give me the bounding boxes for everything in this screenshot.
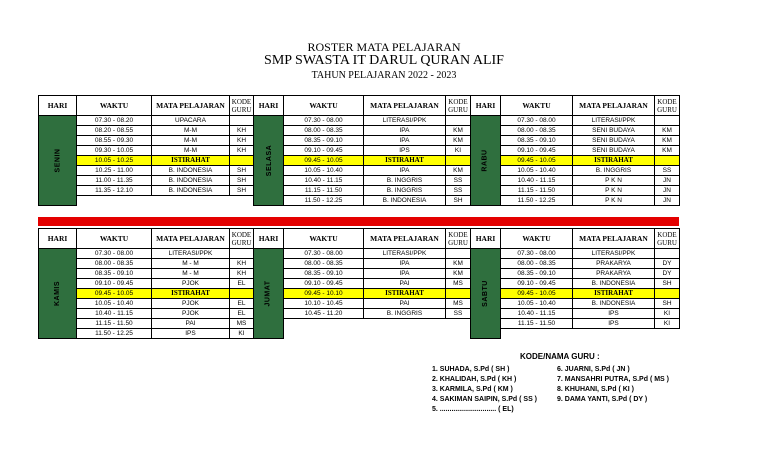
teacher-code-cell: SH (446, 196, 471, 206)
subject-cell: P K N (573, 196, 655, 206)
teacher-code-cell: SH (230, 186, 254, 196)
teacher-code-cell (655, 289, 680, 299)
time-cell: 09.45 - 10.05 (284, 156, 364, 166)
teacher-code-cell (655, 116, 680, 126)
subject-cell: PRAKARYA (573, 259, 655, 269)
subject-cell: SENI BUDAYA (573, 126, 655, 136)
subject-cell: B. INDONESIA (152, 186, 230, 196)
table-row (39, 289, 680, 299)
subject-cell: IPS (364, 146, 446, 156)
teacher-code-cell: MS (446, 279, 471, 289)
teacher-code-cell: DY (655, 269, 680, 279)
subject-cell (152, 196, 230, 206)
time-cell: 10.40 - 11.15 (501, 309, 573, 319)
time-cell: 09.10 - 09.45 (284, 279, 364, 289)
istirahat-cell: ISTIRAHAT (152, 289, 230, 299)
day-label-selasa (254, 116, 284, 206)
subject-cell: M - M (152, 259, 230, 269)
subject-cell: LITERASI/PPK (573, 116, 655, 126)
col-header-mapel: MATA PELAJARAN (364, 96, 446, 116)
col-header-hari: HARI (471, 96, 501, 116)
time-cell: 11.50 - 12.25 (77, 329, 152, 339)
table-row (39, 329, 680, 339)
teacher-code-item: 2. KHALIDAH, S.Pd ( KH ) (432, 376, 517, 383)
teacher-code-cell: KH (230, 146, 254, 156)
subject-cell: B. INDONESIA (573, 299, 655, 309)
subject-cell: B. INGGRIS (364, 186, 446, 196)
day-label-jumat (254, 249, 284, 339)
day-name: JUMAT (265, 280, 272, 307)
time-cell: 08.35 - 09.10 (501, 136, 573, 146)
teacher-code-cell: JN (655, 176, 680, 186)
subject-cell (573, 329, 655, 339)
table-row (39, 126, 680, 136)
teacher-code-item: 1. SUHADA, S.Pd ( SH ) (432, 366, 510, 373)
teacher-code-cell: JN (655, 196, 680, 206)
teacher-code-item: 8. KHUHANI, S.Pd ( KI ) (557, 386, 635, 393)
teacher-code-cell (230, 156, 254, 166)
time-cell: 10.05 - 10.40 (77, 299, 152, 309)
subject-cell: M-M (152, 126, 230, 136)
table-row (39, 146, 680, 156)
teacher-code-cell: SH (230, 166, 254, 176)
teacher-code-cell (655, 249, 680, 259)
subject-cell: PAI (364, 279, 446, 289)
col-header-kode: KODE GURU (446, 96, 471, 116)
time-cell: 08.35 - 09.10 (77, 269, 152, 279)
teacher-code-cell: KM (446, 136, 471, 146)
istirahat-cell: ISTIRAHAT (364, 156, 446, 166)
table-row (39, 319, 680, 329)
subject-cell: SENI BUDAYA (573, 136, 655, 146)
col-header-hari: HARI (254, 229, 284, 249)
teacher-code-cell: SS (446, 176, 471, 186)
time-cell: 09.45 - 10.10 (284, 289, 364, 299)
subject-cell: UPACARA (152, 116, 230, 126)
time-cell: 09.10 - 09.45 (284, 146, 364, 156)
teacher-code-list-right (557, 365, 669, 405)
time-cell: 10.40 - 11.15 (77, 309, 152, 319)
time-cell: 11.15 - 11.50 (77, 319, 152, 329)
time-cell: 09.10 - 09.45 (77, 279, 152, 289)
subject-cell (364, 329, 446, 339)
teacher-code-cell (446, 116, 471, 126)
table-row (39, 299, 680, 309)
teacher-code-cell: EL (230, 299, 254, 309)
time-cell: 11.50 - 12.25 (501, 196, 573, 206)
time-cell: 09.30 - 10.05 (77, 146, 152, 156)
col-header-kode: KODE GURU (230, 229, 254, 249)
col-header-waktu: WAKTU (501, 229, 573, 249)
teacher-code-cell: JN (655, 186, 680, 196)
teacher-code-cell (446, 156, 471, 166)
day-label-rabu (471, 116, 501, 206)
time-cell: 11.35 - 12.10 (77, 186, 152, 196)
time-cell: 07.30 - 08.00 (501, 249, 573, 259)
subject-cell: P K N (573, 186, 655, 196)
time-cell (501, 329, 573, 339)
teacher-code-cell (230, 116, 254, 126)
table-row (39, 259, 680, 269)
teacher-code-cell: KI (655, 309, 680, 319)
teacher-code-cell (446, 289, 471, 299)
teacher-code-cell (230, 289, 254, 299)
time-cell: 08.00 - 08.35 (284, 126, 364, 136)
time-cell: 11.00 - 11.35 (77, 176, 152, 186)
col-header-mapel: MATA PELAJARAN (364, 229, 446, 249)
subject-cell: LITERASI/PPK (573, 249, 655, 259)
time-cell: 09.10 - 09.45 (501, 279, 573, 289)
school-name: SMP SWASTA IT DARUL QURAN ALIF (264, 53, 504, 68)
teacher-code-cell: KH (230, 269, 254, 279)
time-cell (284, 329, 364, 339)
teacher-code-cell: SS (446, 309, 471, 319)
col-header-hari: HARI (471, 229, 501, 249)
col-header-hari: HARI (254, 96, 284, 116)
teacher-code-cell: SS (655, 166, 680, 176)
col-header-waktu: WAKTU (77, 96, 152, 116)
teacher-code-cell (446, 249, 471, 259)
time-cell (284, 319, 364, 329)
table-row (39, 309, 680, 319)
subject-cell: IPS (573, 309, 655, 319)
teacher-code-cell: MS (230, 319, 254, 329)
subject-cell: SENI BUDAYA (573, 146, 655, 156)
time-cell: 11.15 - 11.50 (284, 186, 364, 196)
subject-cell: PAI (364, 299, 446, 309)
teacher-code-cell: EL (230, 309, 254, 319)
time-cell: 07.30 - 08.00 (284, 116, 364, 126)
teacher-code-cell: KM (446, 269, 471, 279)
table-row (39, 156, 680, 166)
time-cell: 11.50 - 12.25 (284, 196, 364, 206)
istirahat-cell: ISTIRAHAT (573, 156, 655, 166)
istirahat-cell: ISTIRAHAT (152, 156, 230, 166)
teacher-code-cell (655, 329, 680, 339)
subject-cell: PJOK (152, 279, 230, 289)
teacher-code-cell: KH (230, 136, 254, 146)
teacher-code-item: 6. JUARNI, S.Pd ( JN ) (557, 366, 630, 373)
header-row (39, 229, 680, 249)
table-row (39, 176, 680, 186)
subject-cell: B. INGGRIS (364, 309, 446, 319)
day-name: RABU (481, 149, 489, 172)
time-cell: 09.45 - 10.05 (501, 156, 573, 166)
table-row (39, 136, 680, 146)
teacher-code-cell: KH (230, 126, 254, 136)
time-cell: 10.45 - 11.20 (284, 309, 364, 319)
teacher-code-cell: SH (230, 176, 254, 186)
col-header-kode: KODE GURU (655, 229, 680, 249)
subject-cell: B. INGGRIS (573, 166, 655, 176)
teacher-code-cell (230, 249, 254, 259)
subject-cell: PJOK (152, 309, 230, 319)
academic-year: TAHUN PELAJARAN 2022 - 2023 (311, 70, 457, 81)
time-cell: 08.00 - 08.35 (284, 259, 364, 269)
subject-cell: B. INDONESIA (364, 196, 446, 206)
day-label-sabtu (471, 249, 501, 339)
table-row (39, 186, 680, 196)
time-cell: 09.10 - 09.45 (501, 146, 573, 156)
subject-cell: P K N (573, 176, 655, 186)
time-cell: 07.30 - 08.20 (77, 116, 152, 126)
istirahat-cell: ISTIRAHAT (364, 289, 446, 299)
teacher-code-cell: KI (446, 146, 471, 156)
subject-cell: IPS (152, 329, 230, 339)
time-cell: 08.20 - 08.55 (77, 126, 152, 136)
subject-cell: PRAKARYA (573, 269, 655, 279)
time-cell: 07.30 - 08.00 (501, 116, 573, 126)
teacher-code-cell (230, 196, 254, 206)
time-cell: 08.35 - 09.10 (501, 269, 573, 279)
teacher-code-cell: KM (446, 126, 471, 136)
time-cell: 10.05 - 10.40 (501, 299, 573, 309)
teacher-code-title: KODE/NAMA GURU : (520, 352, 600, 361)
roster-title: ROSTER MATA PELAJARAN (307, 40, 461, 54)
time-cell: 09.45 - 10.05 (77, 289, 152, 299)
separator-bar (38, 217, 679, 226)
time-cell: 10.40 - 11.15 (284, 176, 364, 186)
roster-table-top (38, 95, 680, 206)
time-cell: 10.40 - 11.15 (501, 176, 573, 186)
day-name: SELASA (266, 144, 274, 177)
time-cell: 07.30 - 08.00 (77, 249, 152, 259)
subject-cell: LITERASI/PPK (364, 116, 446, 126)
time-cell: 07.30 - 08.00 (284, 249, 364, 259)
subject-cell: IPA (364, 259, 446, 269)
teacher-code-cell: KM (655, 126, 680, 136)
header-row (39, 96, 680, 116)
teacher-code-item: 3. KARMILA, S.Pd ( KM ) (432, 386, 513, 393)
table-row (39, 269, 680, 279)
col-header-kode: KODE GURU (230, 96, 254, 116)
table-row (39, 249, 680, 259)
teacher-code-item: 5. ............................. ( EL) (432, 406, 514, 413)
subject-cell: IPA (364, 269, 446, 279)
teacher-code-cell: KM (446, 166, 471, 176)
teacher-code-cell: DY (655, 259, 680, 269)
col-header-mapel: MATA PELAJARAN (152, 229, 230, 249)
day-name: KAMIS (54, 280, 61, 307)
roster-table-bottom (38, 228, 680, 339)
time-cell: 10.25 - 11.00 (77, 166, 152, 176)
day-name: SABTU (482, 280, 489, 307)
teacher-code-cell: KM (446, 259, 471, 269)
teacher-code-cell: SH (655, 299, 680, 309)
teacher-code-cell: SH (655, 279, 680, 289)
subject-cell: LITERASI/PPK (152, 249, 230, 259)
time-cell: 10.05 - 10.40 (501, 166, 573, 176)
teacher-code-cell (655, 156, 680, 166)
col-header-waktu: WAKTU (501, 96, 573, 116)
teacher-code-cell (446, 329, 471, 339)
teacher-code-cell: MS (446, 299, 471, 309)
time-cell: 08.55 - 09.30 (77, 136, 152, 146)
day-label-senin (39, 116, 77, 206)
day-name: SENIN (54, 148, 61, 173)
col-header-kode: KODE GURU (446, 229, 471, 249)
time-cell (77, 196, 152, 206)
time-cell: 08.00 - 08.35 (77, 259, 152, 269)
teacher-code-cell: SS (446, 186, 471, 196)
table-row (39, 196, 680, 206)
subject-cell: B. INGGRIS (364, 176, 446, 186)
col-header-kode: KODE GURU (655, 96, 680, 116)
table-row (39, 279, 680, 289)
subject-cell: M - M (152, 269, 230, 279)
time-cell: 10.05 - 10.25 (77, 156, 152, 166)
subject-cell: B. INDONESIA (573, 279, 655, 289)
teacher-code-cell: KI (655, 319, 680, 329)
col-header-hari: HARI (39, 229, 77, 249)
time-cell: 08.00 - 08.35 (501, 259, 573, 269)
col-header-mapel: MATA PELAJARAN (573, 96, 655, 116)
teacher-code-cell: KM (655, 146, 680, 156)
time-cell: 08.00 - 08.35 (501, 126, 573, 136)
time-cell: 10.05 - 10.40 (284, 166, 364, 176)
teacher-code-cell: KI (230, 329, 254, 339)
teacher-code-cell: KM (655, 136, 680, 146)
col-header-waktu: WAKTU (284, 96, 364, 116)
subject-cell (364, 319, 446, 329)
teacher-code-cell (446, 319, 471, 329)
subject-cell: LITERASI/PPK (364, 249, 446, 259)
subject-cell: PJOK (152, 299, 230, 309)
subject-cell: PAI (152, 319, 230, 329)
subject-cell: M-M (152, 136, 230, 146)
teacher-code-list-left (432, 365, 537, 415)
teacher-code-cell: KH (230, 259, 254, 269)
time-cell: 09.45 - 10.05 (501, 289, 573, 299)
time-cell: 11.15 - 11.50 (501, 319, 573, 329)
table-row (39, 166, 680, 176)
col-header-waktu: WAKTU (284, 229, 364, 249)
time-cell: 08.35 - 09.10 (284, 136, 364, 146)
subject-cell: IPA (364, 126, 446, 136)
subject-cell: IPS (573, 319, 655, 329)
day-label-kamis (39, 249, 77, 339)
time-cell: 08.35 - 09.10 (284, 269, 364, 279)
col-header-hari: HARI (39, 96, 77, 116)
time-cell: 11.15 - 11.50 (501, 186, 573, 196)
col-header-mapel: MATA PELAJARAN (573, 229, 655, 249)
subject-cell: IPA (364, 136, 446, 146)
col-header-mapel: MATA PELAJARAN (152, 96, 230, 116)
teacher-code-item: 4. SAKIMAN SAIPIN, S.Pd ( SS ) (432, 396, 538, 403)
teacher-code-item: 7. MANSAHRI PUTRA, S.Pd ( MS ) (557, 376, 670, 383)
subject-cell: M-M (152, 146, 230, 156)
subject-cell: IPA (364, 166, 446, 176)
teacher-code-item: 9. DAMA YANTI, S.Pd ( DY ) (557, 396, 648, 403)
subject-cell: B. INDONESIA (152, 176, 230, 186)
teacher-code-cell: EL (230, 279, 254, 289)
istirahat-cell: ISTIRAHAT (573, 289, 655, 299)
time-cell: 10.10 - 10.45 (284, 299, 364, 309)
table-row (39, 116, 680, 126)
subject-cell: B. INDONESIA (152, 166, 230, 176)
col-header-waktu: WAKTU (77, 229, 152, 249)
